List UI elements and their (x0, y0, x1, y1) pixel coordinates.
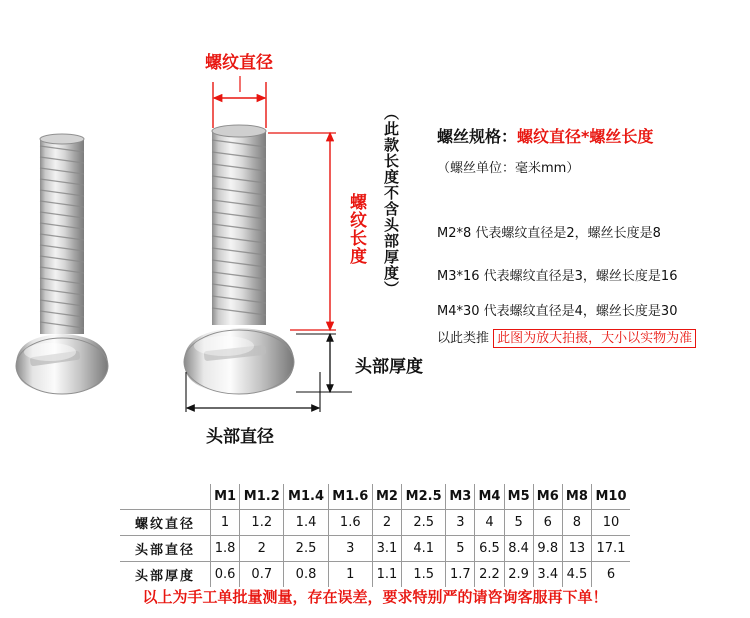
cell: 2 (372, 510, 401, 536)
row-label-thread-diameter: 螺纹直径 (120, 510, 211, 536)
label-head-diameter: 头部直径 (206, 427, 274, 447)
cell: 3.4 (533, 562, 562, 588)
row-label-head-thickness: 头部厚度 (120, 562, 211, 588)
cell: 1.8 (211, 536, 240, 562)
cell: 8 (562, 510, 591, 536)
spec-title-formula: 螺纹直径*螺丝长度 (517, 127, 654, 146)
table-col-m3: M3 (446, 484, 475, 510)
cell: 8.4 (504, 536, 533, 562)
footer-disclaimer: 以上为手工单批量测量，存在误差，要求特别严的请咨询客服再下单！ (142, 588, 608, 606)
spec-note-boxed: 此图为放大拍摄，大小以实物为准 (493, 329, 696, 348)
screw-illustration-left (10, 130, 150, 420)
cell: 3 (328, 536, 372, 562)
table-col-m16: M1.6 (328, 484, 372, 510)
specs-table (120, 484, 630, 587)
spec-example-1: M2*8 代表螺纹直径是2，螺丝长度是8 (437, 226, 661, 241)
cell: 5 (504, 510, 533, 536)
table-col-m2: M2 (372, 484, 401, 510)
cell: 2.5 (284, 536, 328, 562)
cell: 6.5 (475, 536, 504, 562)
label-thread-length: 螺纹长度 (346, 193, 366, 265)
cell: 13 (562, 536, 591, 562)
row-label-head-diameter: 头部直径 (120, 536, 211, 562)
cell: 4.5 (562, 562, 591, 588)
table-col-m5: M5 (504, 484, 533, 510)
spec-example-2: M3*16 代表螺纹直径是3，螺丝长度是16 (437, 269, 678, 284)
table-col-m4: M4 (475, 484, 504, 510)
table-col-m6: M6 (533, 484, 562, 510)
cell: 6 (591, 562, 630, 588)
spec-note-prefix: 以此类推 (437, 331, 490, 346)
table-header-row (120, 484, 630, 510)
cell: 1.4 (284, 510, 328, 536)
screw-illustration-right (178, 100, 343, 410)
spec-unit-note: （螺丝单位：毫米mm） (437, 161, 580, 176)
table-col-m1: M1 (211, 484, 240, 510)
cell: 2 (240, 536, 284, 562)
cell: 1.6 (328, 510, 372, 536)
cell: 2.2 (475, 562, 504, 588)
cell: 10 (591, 510, 630, 536)
cell: 1.2 (240, 510, 284, 536)
table-col-m8: M8 (562, 484, 591, 510)
specs-table-wrap (120, 484, 630, 587)
cell: 1.1 (372, 562, 401, 588)
cell: 4 (475, 510, 504, 536)
table-row (120, 562, 630, 588)
spec-example-3: M4*30 代表螺纹直径是4，螺丝长度是30 (437, 304, 678, 319)
cell: 0.6 (211, 562, 240, 588)
cell: 6 (533, 510, 562, 536)
cell: 9.8 (533, 536, 562, 562)
table-corner-cell (120, 484, 211, 510)
cell: 17.1 (591, 536, 630, 562)
cell: 4.1 (402, 536, 446, 562)
cell: 3 (446, 510, 475, 536)
cell: 2.5 (402, 510, 446, 536)
cell: 5 (446, 536, 475, 562)
cell: 2.9 (504, 562, 533, 588)
table-col-m10: M10 (591, 484, 630, 510)
spec-title-prefix: 螺丝规格： (437, 127, 518, 146)
spec-note (437, 327, 696, 346)
cell: 1.5 (402, 562, 446, 588)
cell: 1 (328, 562, 372, 588)
label-head-thickness: 头部厚度 (355, 357, 423, 377)
cell: 0.8 (284, 562, 328, 588)
spec-title (437, 124, 653, 147)
table-col-m12: M1.2 (240, 484, 284, 510)
table-col-m14: M1.4 (284, 484, 328, 510)
cell: 0.7 (240, 562, 284, 588)
table-col-m25: M2.5 (402, 484, 446, 510)
table-row (120, 510, 630, 536)
cell: 3.1 (372, 536, 401, 562)
label-thread-diameter: 螺纹直径 (205, 53, 273, 73)
cell: 1 (211, 510, 240, 536)
cell: 1.7 (446, 562, 475, 588)
label-length-note: （此款长度不含头部厚度） (382, 105, 400, 297)
table-row (120, 536, 630, 562)
